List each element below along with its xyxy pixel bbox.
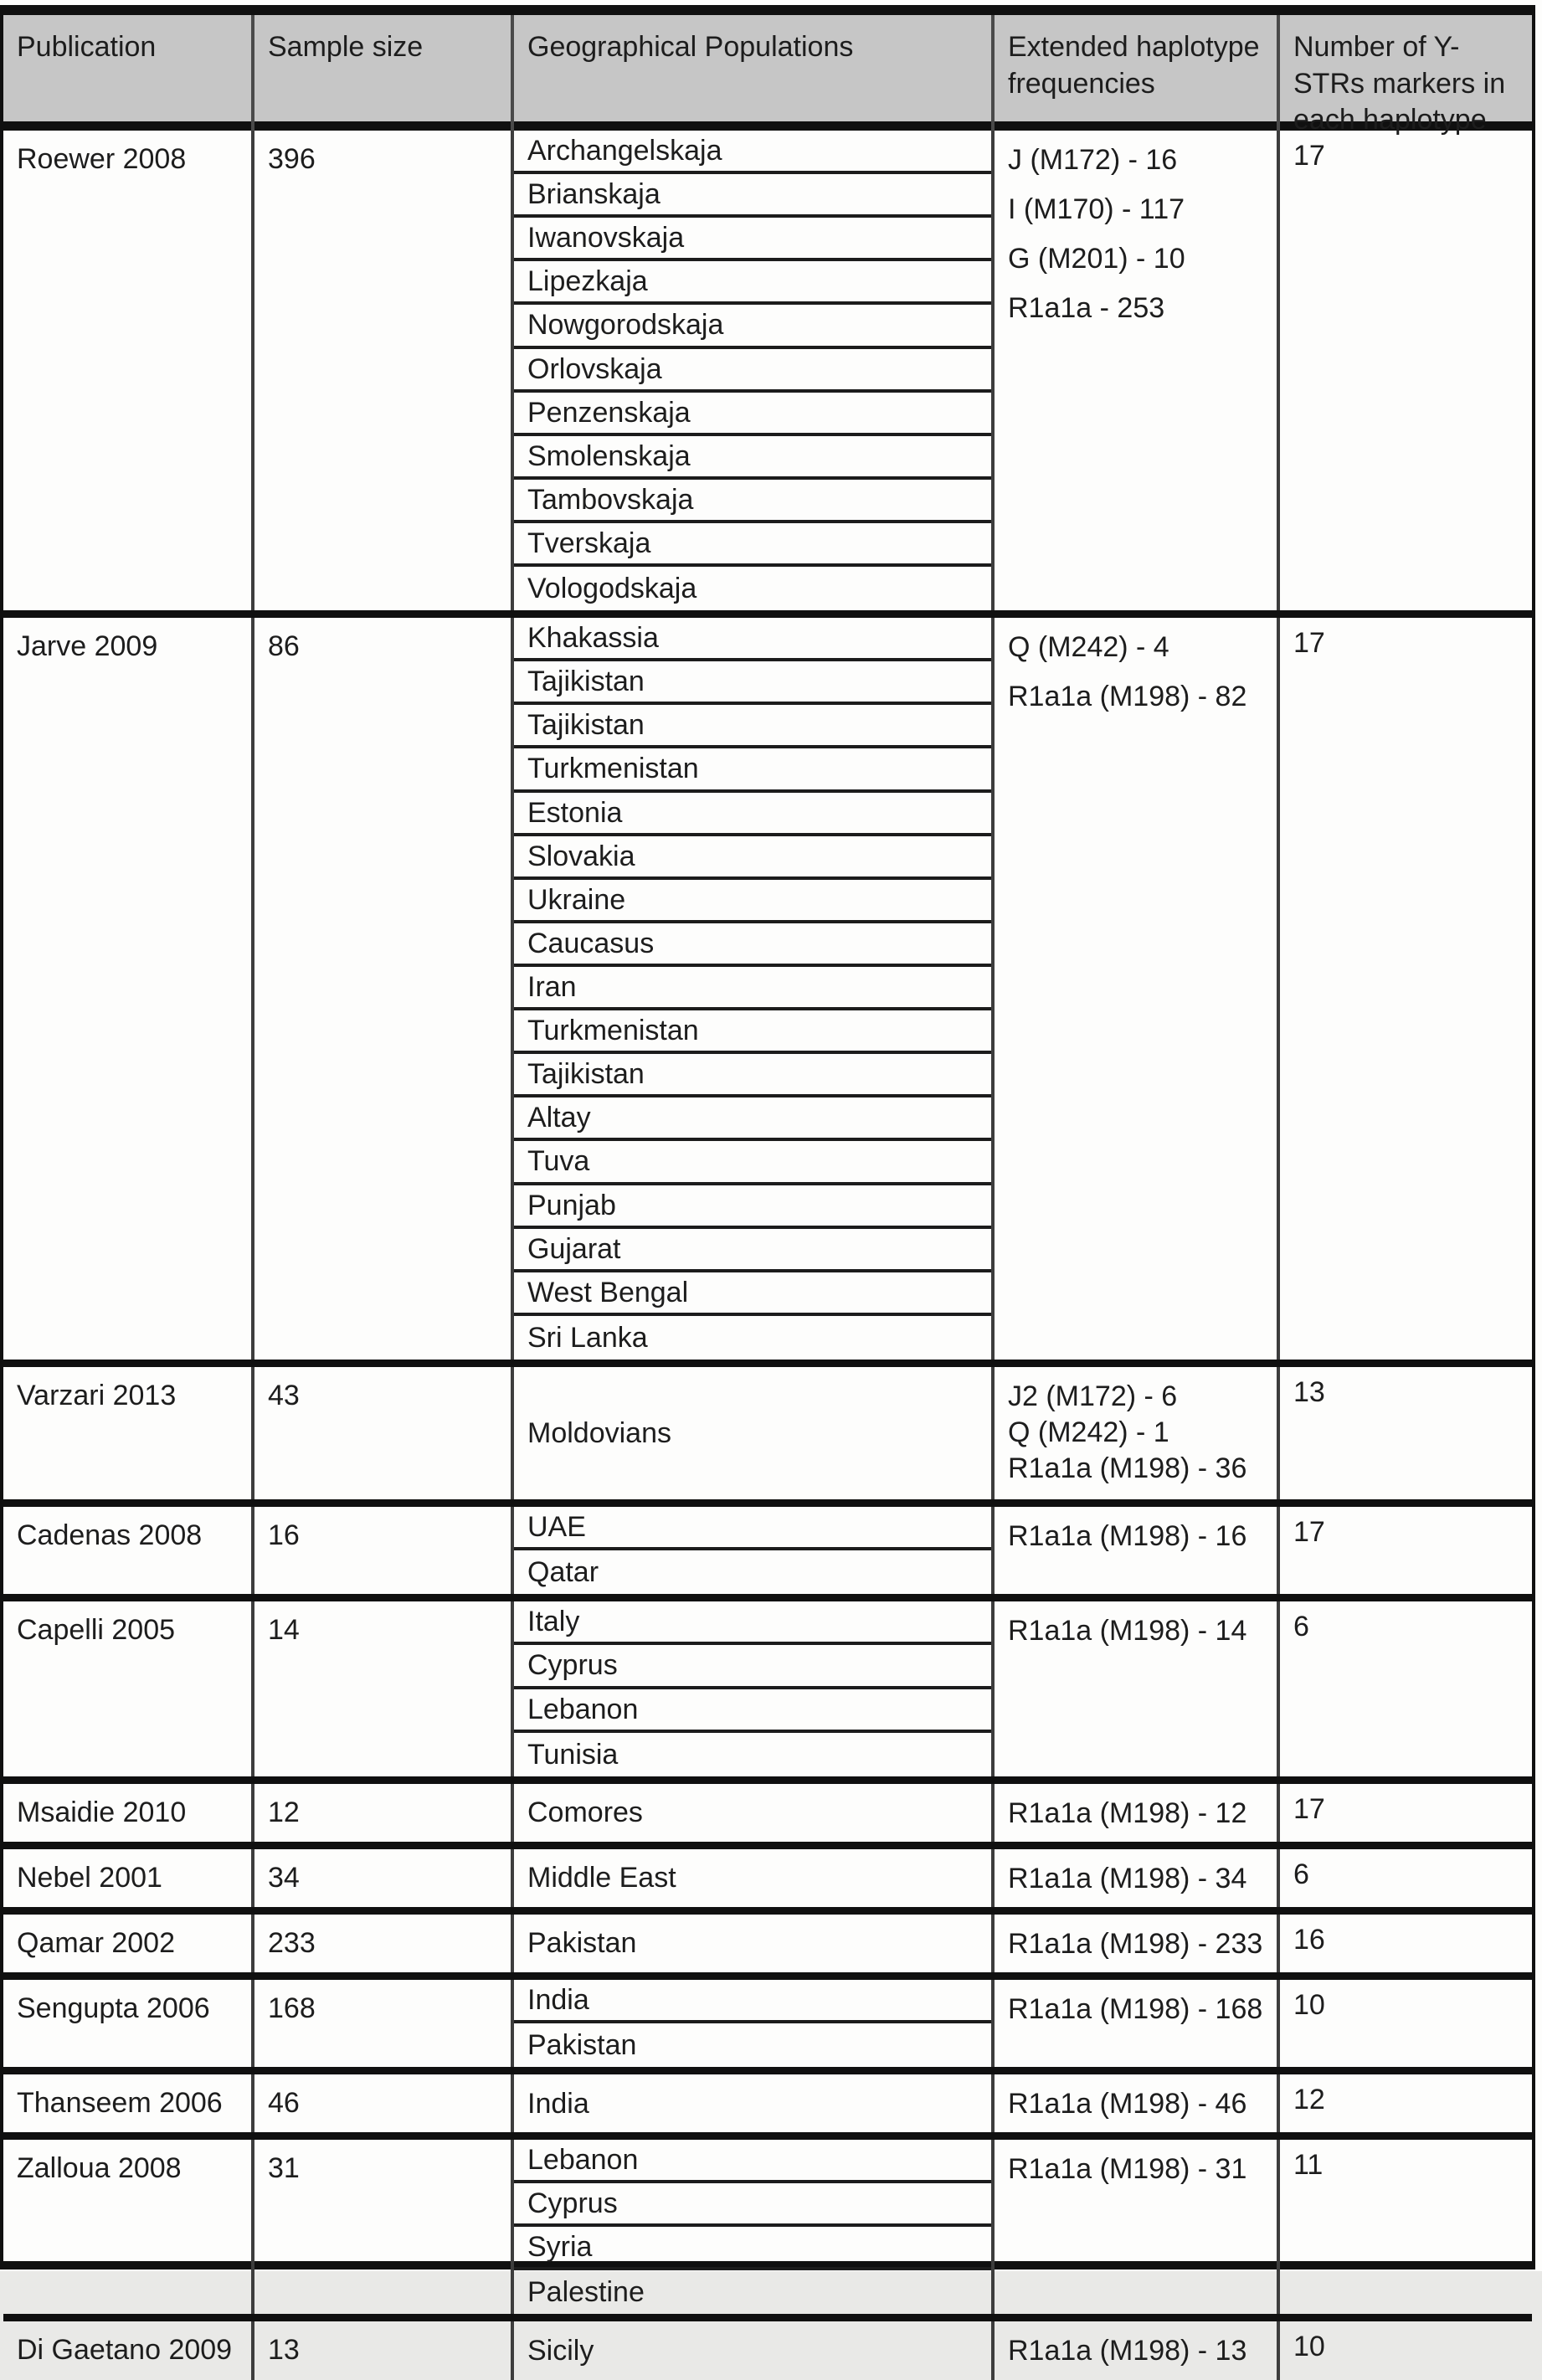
population-item: Slovakia (514, 836, 991, 880)
column-header-publication: Publication (3, 15, 254, 147)
publication-block (3, 1849, 1532, 1915)
populations-cell (514, 618, 995, 1360)
column-header-sample-size: Sample size (254, 15, 514, 147)
publication-block (3, 1601, 1532, 1783)
haplotype-frequency-line: I (M170) - 117 (1008, 193, 1185, 226)
populations-cell (514, 1915, 995, 1972)
publication-cell: Varzari 2013 (3, 1367, 254, 1499)
haplotype-frequency-line: Q (M242) - 1 (1008, 1416, 1169, 1448)
publication-block (3, 618, 1532, 1367)
sample-size-cell: 86 (254, 618, 514, 1360)
population-item: West Bengal (514, 1272, 991, 1316)
haplotype-frequency-line: R1a1a (M198) - 34 (1008, 1862, 1247, 1894)
ystr-markers-cell: 17 (1293, 140, 1325, 172)
sample-size-cell: 14 (254, 1601, 514, 1776)
population-item: Sicily (527, 2335, 594, 2367)
haplotype-frequencies-cell (995, 131, 1280, 610)
haplotype-frequency-line: R1a1a (M198) - 233 (1008, 1927, 1263, 1960)
haplotype-frequency-line: R1a1a (M198) - 82 (1008, 681, 1247, 713)
column-header-populations: Geographical Populations (514, 15, 995, 147)
publication-cell: Msaidie 2010 (3, 1784, 254, 1842)
haplotype-frequencies-cell (995, 2140, 1280, 2314)
population-item: Tverskaja (514, 523, 991, 567)
sample-size-cell: 34 (254, 1849, 514, 1907)
population-item: Turkmenistan (514, 1010, 991, 1054)
ystr-markers-cell: 11 (1293, 2149, 1324, 2182)
population-item: Middle East (527, 1862, 676, 1894)
haplotype-frequencies-cell (995, 1915, 1280, 1972)
haplotype-frequencies-cell (995, 618, 1280, 1360)
haplotype-frequencies-cell (995, 1367, 1280, 1499)
ystr-markers-cell: 13 (1293, 1375, 1325, 1408)
ystr-markers-cell: 10 (1293, 1988, 1325, 2021)
publication-block (3, 1784, 1532, 1849)
publication-block (3, 2321, 1532, 2380)
population-item: Estonia (514, 793, 991, 836)
population-item: Caucasus (514, 923, 991, 967)
population-item: Lebanon (514, 1689, 991, 1733)
population-item: Italy (514, 1601, 991, 1645)
population-item: Tajikistan (514, 1054, 991, 1097)
publication-block (3, 2074, 1532, 2140)
haplotype-frequencies-cell (995, 1980, 1280, 2067)
population-item: Punjab (514, 1185, 991, 1229)
population-item: Gujarat (514, 1229, 991, 1272)
population-item: Smolenskaja (514, 436, 991, 480)
populations-cell (514, 131, 995, 610)
population-item: India (527, 2087, 589, 2120)
population-item: Brianskaja (514, 174, 991, 218)
population-item: Tajikistan (514, 661, 991, 705)
publication-cell: Cadenas 2008 (3, 1507, 254, 1594)
ystr-markers-cell: 17 (1293, 1792, 1325, 1825)
sample-size-cell: 12 (254, 1784, 514, 1842)
sample-size-cell: 31 (254, 2140, 514, 2314)
publication-cell: Jarve 2009 (3, 618, 254, 1360)
population-item: Comores (527, 1797, 643, 1829)
ystr-markers-cell: 16 (1293, 1923, 1325, 1956)
populations-cell (514, 2321, 995, 2380)
haplotype-frequency-line: R1a1a (M198) - 168 (1008, 1992, 1263, 2025)
population-item: Moldovians (527, 1416, 671, 1449)
population-item: Cyprus (514, 1645, 991, 1689)
population-item: India (514, 1980, 991, 2023)
ystr-markers-cell: 17 (1293, 627, 1325, 660)
publication-cell: Nebel 2001 (3, 1849, 254, 1907)
haplotype-frequencies-cell (995, 1849, 1280, 1907)
population-item: Nowgorodskaja (514, 305, 991, 348)
publication-cell: Qamar 2002 (3, 1915, 254, 1972)
sample-size-cell: 168 (254, 1980, 514, 2067)
population-item: Tunisia (527, 1738, 619, 1771)
populations-cell (514, 1367, 995, 1499)
haplotype-frequency-line: J (M172) - 16 (1008, 144, 1178, 176)
haplotype-frequencies-cell (995, 1507, 1280, 1594)
populations-cell (514, 1507, 995, 1594)
haplotype-studies-table (0, 5, 1535, 2367)
haplotype-frequency-line: R1a1a (M198) - 14 (1008, 1615, 1247, 1647)
ystr-markers-cell: 6 (1293, 1611, 1309, 1643)
haplotype-frequency-line: J2 (M172) - 6 (1008, 1380, 1178, 1412)
population-item: Syria (514, 2227, 991, 2270)
ystr-markers-cell: 10 (1293, 2331, 1325, 2363)
population-item: Lebanon (514, 2140, 991, 2183)
populations-cell (514, 2074, 995, 2132)
population-item: Palestine (527, 2276, 645, 2309)
population-item: Tajikistan (514, 705, 991, 748)
population-item: Cyprus (514, 2183, 991, 2227)
population-item: Pakistan (527, 1927, 637, 1960)
publication-block (3, 1367, 1532, 1507)
population-item: Khakassia (514, 618, 991, 661)
haplotype-frequency-line: R1a1a (M198) - 31 (1008, 2153, 1247, 2186)
haplotype-frequencies-cell (995, 2321, 1280, 2380)
population-item: Altay (514, 1097, 991, 1141)
column-header-haplotype-frequencies: Extended haplotype frequencies (995, 15, 1280, 147)
population-item: Turkmenistan (514, 748, 991, 792)
sample-size-cell: 16 (254, 1507, 514, 1594)
haplotype-frequency-line: R1a1a (M198) - 12 (1008, 1797, 1247, 1829)
haplotype-frequencies-cell (995, 1601, 1280, 1776)
population-item: Iran (514, 967, 991, 1010)
haplotype-frequency-line: R1a1a - 253 (1008, 292, 1165, 325)
haplotype-frequency-line: G (M201) - 10 (1008, 243, 1185, 275)
sample-size-cell: 233 (254, 1915, 514, 1972)
populations-cell (514, 1784, 995, 1842)
sample-size-cell: 396 (254, 131, 514, 610)
table-header-row (3, 15, 1532, 136)
population-item: Iwanovskaja (514, 218, 991, 261)
publication-block (3, 1915, 1532, 1980)
haplotype-frequencies-cell (995, 1784, 1280, 1842)
population-item: Lipezkaja (514, 261, 991, 305)
ystr-markers-cell: 12 (1293, 2084, 1325, 2116)
column-header-ystr-markers: Number of Y-STRs markers in each haplotype (1293, 31, 1506, 136)
publication-cell: Di Gaetano 2009 (3, 2321, 254, 2380)
population-item: Penzenskaja (514, 393, 991, 436)
population-item: Orlovskaja (514, 349, 991, 393)
publication-block (3, 1507, 1532, 1601)
publication-cell: Capelli 2005 (3, 1601, 254, 1776)
haplotype-frequency-line: Q (M242) - 4 (1008, 631, 1169, 664)
population-item: Archangelskaja (514, 131, 991, 174)
sample-size-cell: 43 (254, 1367, 514, 1499)
publication-cell: Roewer 2008 (3, 131, 254, 610)
publication-cell: Zalloua 2008 (3, 2140, 254, 2314)
populations-cell (514, 1849, 995, 1907)
publication-cell: Sengupta 2006 (3, 1980, 254, 2067)
ystr-markers-cell: 6 (1293, 1858, 1309, 1890)
publication-block (3, 131, 1532, 618)
populations-cell (514, 1980, 995, 2067)
ystr-markers-cell: 17 (1293, 1516, 1325, 1549)
population-item: Qatar (527, 1556, 599, 1589)
sample-size-cell: 46 (254, 2074, 514, 2132)
publication-block (3, 2140, 1532, 2321)
population-item: Pakistan (527, 2028, 637, 2061)
population-item: UAE (514, 1507, 991, 1550)
sample-size-cell: 13 (254, 2321, 514, 2380)
population-item: Tambovskaja (514, 480, 991, 523)
population-item: Tuva (514, 1141, 991, 1185)
haplotype-frequency-line: R1a1a (M198) - 16 (1008, 1520, 1247, 1553)
population-item: Ukraine (514, 880, 991, 923)
haplotype-frequency-line: R1a1a (M198) - 46 (1008, 2088, 1247, 2120)
haplotype-frequency-line: R1a1a (M198) - 36 (1008, 1452, 1247, 1485)
population-item: Vologodskaja (527, 573, 697, 605)
publication-block (3, 1980, 1532, 2074)
populations-cell (514, 1601, 995, 1776)
publication-cell: Thanseem 2006 (3, 2074, 254, 2132)
haplotype-frequency-line: R1a1a (M198) - 13 (1008, 2335, 1247, 2367)
table-body (3, 131, 1532, 2380)
populations-cell (514, 2140, 995, 2314)
population-item: Sri Lanka (527, 1321, 648, 1354)
haplotype-frequencies-cell (995, 2074, 1280, 2132)
